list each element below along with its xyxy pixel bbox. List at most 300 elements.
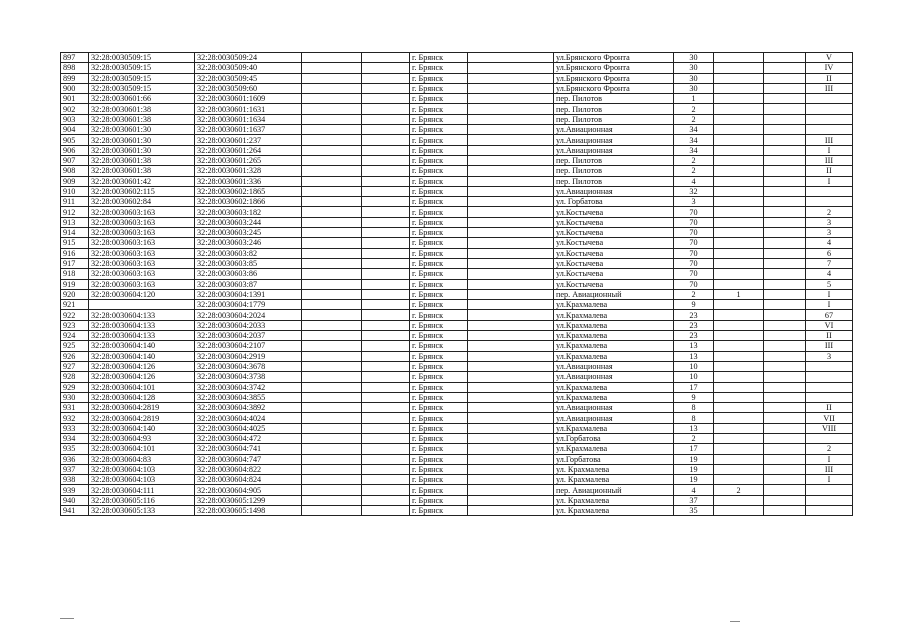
street: ул.Костычева: [554, 269, 674, 279]
parent-cadastral-number: 32:28:0030603:163: [89, 217, 195, 227]
empty-cell: [302, 341, 362, 351]
empty-cell: [302, 279, 362, 289]
empty-cell: [302, 238, 362, 248]
empty-cell: [468, 258, 554, 268]
apartment-number: [806, 506, 853, 516]
parent-cadastral-number: 32:28:0030603:163: [89, 238, 195, 248]
street: ул.Крахмалева: [554, 341, 674, 351]
city: г. Брянск: [410, 238, 468, 248]
cadastral-number: 32:28:0030509:60: [195, 83, 302, 93]
apartment-number: [806, 94, 853, 104]
parent-cadastral-number: 32:28:0030605:116: [89, 495, 195, 505]
cadastral-number: 32:28:0030604:747: [195, 454, 302, 464]
row-number: 938: [61, 475, 89, 485]
parent-cadastral-number: 32:28:0030509:15: [89, 73, 195, 83]
empty-cell: [302, 331, 362, 341]
empty-cell: [468, 382, 554, 392]
building-number: [714, 341, 764, 351]
cadastral-number: 32:28:0030509:40: [195, 63, 302, 73]
empty-cell: [302, 228, 362, 238]
row-number: 905: [61, 135, 89, 145]
city: г. Брянск: [410, 135, 468, 145]
apartment-number: [806, 392, 853, 402]
row-number: 920: [61, 289, 89, 299]
table-row: [61, 464, 853, 474]
empty-cell: [302, 464, 362, 474]
building-number: [714, 217, 764, 227]
cadastral-number: 32:28:0030604:3855: [195, 392, 302, 402]
apartment-number: III: [806, 83, 853, 93]
empty-cell: [302, 269, 362, 279]
building-number: [714, 423, 764, 433]
city: г. Брянск: [410, 423, 468, 433]
cadastral-number: 32:28:0030601:264: [195, 145, 302, 155]
parent-cadastral-number: 32:28:0030602:115: [89, 186, 195, 196]
empty-cell: [302, 289, 362, 299]
building-number: [714, 63, 764, 73]
row-number: 933: [61, 423, 89, 433]
row-number: 912: [61, 207, 89, 217]
table-row: [61, 83, 853, 93]
empty-cell: [468, 166, 554, 176]
cadastral-number: 32:28:0030602:1865: [195, 186, 302, 196]
empty-cell: [764, 382, 806, 392]
building-number: [714, 197, 764, 207]
empty-cell: [302, 310, 362, 320]
cadastral-number: 32:28:0030604:3892: [195, 403, 302, 413]
house-number: 17: [674, 382, 714, 392]
parent-cadastral-number: 32:28:0030604:133: [89, 320, 195, 330]
table-row: [61, 186, 853, 196]
street: ул.Костычева: [554, 228, 674, 238]
house-number: 34: [674, 125, 714, 135]
empty-cell: [764, 166, 806, 176]
empty-cell: [468, 125, 554, 135]
street: ул.Крахмалева: [554, 423, 674, 433]
empty-cell: [302, 104, 362, 114]
building-number: [714, 372, 764, 382]
apartment-number: 7: [806, 258, 853, 268]
parent-cadastral-number: 32:28:0030604:140: [89, 341, 195, 351]
empty-cell: [362, 289, 410, 299]
empty-cell: [468, 155, 554, 165]
empty-cell: [764, 392, 806, 402]
empty-cell: [764, 485, 806, 495]
house-number: 13: [674, 351, 714, 361]
house-number: 10: [674, 361, 714, 371]
table-row: [61, 145, 853, 155]
cadastral-number: 32:28:0030604:4025: [195, 423, 302, 433]
house-number: 2: [674, 114, 714, 124]
empty-cell: [302, 423, 362, 433]
empty-cell: [468, 269, 554, 279]
empty-cell: [362, 300, 410, 310]
empty-cell: [468, 454, 554, 464]
building-number: [714, 155, 764, 165]
empty-cell: [362, 238, 410, 248]
row-number: 897: [61, 53, 89, 63]
street: ул.Крахмалева: [554, 300, 674, 310]
city: г. Брянск: [410, 382, 468, 392]
empty-cell: [764, 310, 806, 320]
house-number: 70: [674, 248, 714, 258]
table-body: [61, 53, 853, 516]
city: г. Брянск: [410, 320, 468, 330]
house-number: 23: [674, 331, 714, 341]
empty-cell: [764, 114, 806, 124]
street: пер. Пилотов: [554, 155, 674, 165]
empty-cell: [764, 300, 806, 310]
street: ул.Крахмалева: [554, 444, 674, 454]
house-number: 4: [674, 176, 714, 186]
city: г. Брянск: [410, 289, 468, 299]
city: г. Брянск: [410, 73, 468, 83]
cadastral-number: 32:28:0030604:472: [195, 433, 302, 443]
apartment-number: [806, 495, 853, 505]
table-row: [61, 433, 853, 443]
empty-cell: [302, 300, 362, 310]
building-number: [714, 382, 764, 392]
row-number: 908: [61, 166, 89, 176]
empty-cell: [362, 176, 410, 186]
building-number: [714, 361, 764, 371]
city: г. Брянск: [410, 495, 468, 505]
row-number: 902: [61, 104, 89, 114]
table-row: [61, 279, 853, 289]
house-number: 8: [674, 413, 714, 423]
empty-cell: [764, 104, 806, 114]
street: ул.Авиационная: [554, 413, 674, 423]
empty-cell: [468, 197, 554, 207]
cadastral-number: 32:28:0030605:1299: [195, 495, 302, 505]
empty-cell: [468, 361, 554, 371]
empty-cell: [362, 464, 410, 474]
parent-cadastral-number: 32:28:0030601:38: [89, 155, 195, 165]
table-row: [61, 413, 853, 423]
empty-cell: [468, 73, 554, 83]
house-number: 70: [674, 258, 714, 268]
cadastral-number: 32:28:0030603:182: [195, 207, 302, 217]
cadastral-number: 32:28:0030601:1631: [195, 104, 302, 114]
city: г. Брянск: [410, 464, 468, 474]
city: г. Брянск: [410, 475, 468, 485]
house-number: 37: [674, 495, 714, 505]
empty-cell: [764, 413, 806, 423]
empty-cell: [468, 495, 554, 505]
street: ул.Костычева: [554, 258, 674, 268]
city: г. Брянск: [410, 413, 468, 423]
empty-cell: [764, 331, 806, 341]
house-number: 70: [674, 279, 714, 289]
cadastral-number: 32:28:0030604:2024: [195, 310, 302, 320]
apartment-number: I: [806, 289, 853, 299]
empty-cell: [362, 145, 410, 155]
street: ул.Брянского Фронта: [554, 73, 674, 83]
apartment-number: VI: [806, 320, 853, 330]
empty-cell: [362, 135, 410, 145]
empty-cell: [764, 248, 806, 258]
city: г. Брянск: [410, 269, 468, 279]
parent-cadastral-number: 32:28:0030601:38: [89, 104, 195, 114]
house-number: 30: [674, 63, 714, 73]
empty-cell: [764, 351, 806, 361]
parent-cadastral-number: 32:28:0030603:163: [89, 258, 195, 268]
table-row: [61, 104, 853, 114]
parent-cadastral-number: 32:28:0030603:163: [89, 248, 195, 258]
apartment-number: 2: [806, 444, 853, 454]
apartment-number: [806, 372, 853, 382]
empty-cell: [764, 83, 806, 93]
house-number: 2: [674, 155, 714, 165]
city: г. Брянск: [410, 186, 468, 196]
city: г. Брянск: [410, 372, 468, 382]
empty-cell: [362, 269, 410, 279]
house-number: 19: [674, 475, 714, 485]
parent-cadastral-number: 32:28:0030601:30: [89, 125, 195, 135]
empty-cell: [362, 403, 410, 413]
empty-cell: [468, 207, 554, 217]
empty-cell: [362, 320, 410, 330]
empty-cell: [764, 176, 806, 186]
parent-cadastral-number: 32:28:0030604:120: [89, 289, 195, 299]
house-number: 23: [674, 320, 714, 330]
street: ул.Авиационная: [554, 125, 674, 135]
empty-cell: [764, 53, 806, 63]
house-number: 2: [674, 166, 714, 176]
table-row: [61, 73, 853, 83]
row-number: 926: [61, 351, 89, 361]
parent-cadastral-number: 32:28:0030604:128: [89, 392, 195, 402]
table-row: [61, 289, 853, 299]
cadastral-number: 32:28:0030601:328: [195, 166, 302, 176]
building-number: [714, 228, 764, 238]
table-row: [61, 53, 853, 63]
empty-cell: [764, 197, 806, 207]
cadastral-number: 32:28:0030509:45: [195, 73, 302, 83]
empty-cell: [362, 53, 410, 63]
table-row: [61, 300, 853, 310]
city: г. Брянск: [410, 361, 468, 371]
table-row: [61, 228, 853, 238]
building-number: [714, 207, 764, 217]
row-number: 913: [61, 217, 89, 227]
apartment-number: III: [806, 155, 853, 165]
empty-cell: [362, 258, 410, 268]
city: г. Брянск: [410, 485, 468, 495]
parent-cadastral-number: 32:28:0030604:101: [89, 382, 195, 392]
table-row: [61, 238, 853, 248]
building-number: [714, 351, 764, 361]
row-number: 915: [61, 238, 89, 248]
house-number: 3: [674, 197, 714, 207]
cadastral-number: 32:28:0030604:824: [195, 475, 302, 485]
building-number: [714, 94, 764, 104]
cadastral-number: 32:28:0030604:4024: [195, 413, 302, 423]
cadastral-number: 32:28:0030603:244: [195, 217, 302, 227]
building-number: [714, 413, 764, 423]
table-row: [61, 475, 853, 485]
cadastral-number: 32:28:0030601:265: [195, 155, 302, 165]
empty-cell: [764, 475, 806, 485]
empty-cell: [468, 413, 554, 423]
street: ул.Горбатова: [554, 454, 674, 464]
row-number: 935: [61, 444, 89, 454]
street: ул.Авиационная: [554, 372, 674, 382]
empty-cell: [764, 464, 806, 474]
empty-cell: [362, 125, 410, 135]
empty-cell: [362, 63, 410, 73]
city: г. Брянск: [410, 331, 468, 341]
cadastral-number: 32:28:0030604:2037: [195, 331, 302, 341]
parent-cadastral-number: 32:28:0030604:2819: [89, 413, 195, 423]
empty-cell: [468, 506, 554, 516]
empty-cell: [764, 145, 806, 155]
parent-cadastral-number: 32:28:0030604:126: [89, 372, 195, 382]
house-number: 30: [674, 83, 714, 93]
building-number: [714, 433, 764, 443]
row-number: 903: [61, 114, 89, 124]
apartment-number: III: [806, 135, 853, 145]
empty-cell: [468, 83, 554, 93]
empty-cell: [764, 361, 806, 371]
building-number: [714, 83, 764, 93]
empty-cell: [362, 104, 410, 114]
empty-cell: [362, 114, 410, 124]
apartment-number: [806, 125, 853, 135]
row-number: 914: [61, 228, 89, 238]
street: ул.Авиационная: [554, 186, 674, 196]
building-number: [714, 475, 764, 485]
city: г. Брянск: [410, 228, 468, 238]
house-number: 32: [674, 186, 714, 196]
parent-cadastral-number: 32:28:0030601:30: [89, 145, 195, 155]
empty-cell: [302, 197, 362, 207]
empty-cell: [302, 392, 362, 402]
parent-cadastral-number: 32:28:0030604:2819: [89, 403, 195, 413]
apartment-number: I: [806, 454, 853, 464]
empty-cell: [468, 114, 554, 124]
table-row: [61, 269, 853, 279]
house-number: 13: [674, 423, 714, 433]
building-number: [714, 238, 764, 248]
street: ул.Костычева: [554, 238, 674, 248]
street: пер. Пилотов: [554, 94, 674, 104]
row-number: 918: [61, 269, 89, 279]
table-row: [61, 444, 853, 454]
empty-cell: [302, 63, 362, 73]
street: ул.Брянского Фронта: [554, 83, 674, 93]
cadastral-number: 32:28:0030604:1391: [195, 289, 302, 299]
building-number: [714, 464, 764, 474]
house-number: 9: [674, 392, 714, 402]
building-number: [714, 186, 764, 196]
table-row: [61, 403, 853, 413]
table-row: [61, 248, 853, 258]
street: ул.Крахмалева: [554, 382, 674, 392]
apartment-number: [806, 361, 853, 371]
apartment-number: 4: [806, 238, 853, 248]
table-row: [61, 351, 853, 361]
empty-cell: [764, 289, 806, 299]
empty-cell: [302, 444, 362, 454]
parent-cadastral-number: 32:28:0030603:163: [89, 228, 195, 238]
parent-cadastral-number: 32:28:0030601:30: [89, 135, 195, 145]
building-number: [714, 331, 764, 341]
empty-cell: [302, 506, 362, 516]
row-number: 929: [61, 382, 89, 392]
parent-cadastral-number: 32:28:0030604:83: [89, 454, 195, 464]
empty-cell: [362, 361, 410, 371]
city: г. Брянск: [410, 300, 468, 310]
row-number: 907: [61, 155, 89, 165]
table-row: [61, 63, 853, 73]
apartment-number: 6: [806, 248, 853, 258]
house-number: 30: [674, 53, 714, 63]
street: пер. Пилотов: [554, 114, 674, 124]
empty-cell: [764, 73, 806, 83]
parent-cadastral-number: 32:28:0030601:38: [89, 166, 195, 176]
empty-cell: [468, 145, 554, 155]
street: пер. Пилотов: [554, 176, 674, 186]
city: г. Брянск: [410, 166, 468, 176]
empty-cell: [302, 485, 362, 495]
parent-cadastral-number: 32:28:0030603:163: [89, 207, 195, 217]
building-number: [714, 444, 764, 454]
house-number: 8: [674, 403, 714, 413]
table-row: [61, 485, 853, 495]
city: г. Брянск: [410, 341, 468, 351]
street: ул.Авиационная: [554, 403, 674, 413]
street: ул. Крахмалева: [554, 506, 674, 516]
empty-cell: [362, 166, 410, 176]
building-number: [714, 403, 764, 413]
table-row: [61, 331, 853, 341]
street: ул.Авиационная: [554, 361, 674, 371]
row-number: 898: [61, 63, 89, 73]
house-number: 1: [674, 94, 714, 104]
street: ул.Костычева: [554, 207, 674, 217]
apartment-number: III: [806, 464, 853, 474]
empty-cell: [764, 217, 806, 227]
row-number: 917: [61, 258, 89, 268]
parent-cadastral-number: 32:28:0030604:103: [89, 475, 195, 485]
cadastral-number: 32:28:0030603:246: [195, 238, 302, 248]
empty-cell: [468, 372, 554, 382]
empty-cell: [362, 392, 410, 402]
cadastral-number: 32:28:0030603:82: [195, 248, 302, 258]
empty-cell: [302, 155, 362, 165]
street: ул.Костычева: [554, 217, 674, 227]
house-number: 10: [674, 372, 714, 382]
apartment-number: II: [806, 403, 853, 413]
parent-cadastral-number: [89, 300, 195, 310]
house-number: 13: [674, 341, 714, 351]
table-row: [61, 258, 853, 268]
parent-cadastral-number: 32:28:0030604:101: [89, 444, 195, 454]
empty-cell: [764, 454, 806, 464]
house-number: 35: [674, 506, 714, 516]
empty-cell: [362, 155, 410, 165]
house-number: 19: [674, 464, 714, 474]
empty-cell: [362, 372, 410, 382]
building-number: [714, 506, 764, 516]
city: г. Брянск: [410, 155, 468, 165]
apartment-number: I: [806, 300, 853, 310]
empty-cell: [302, 351, 362, 361]
empty-cell: [362, 94, 410, 104]
row-number: 916: [61, 248, 89, 258]
empty-cell: [302, 413, 362, 423]
